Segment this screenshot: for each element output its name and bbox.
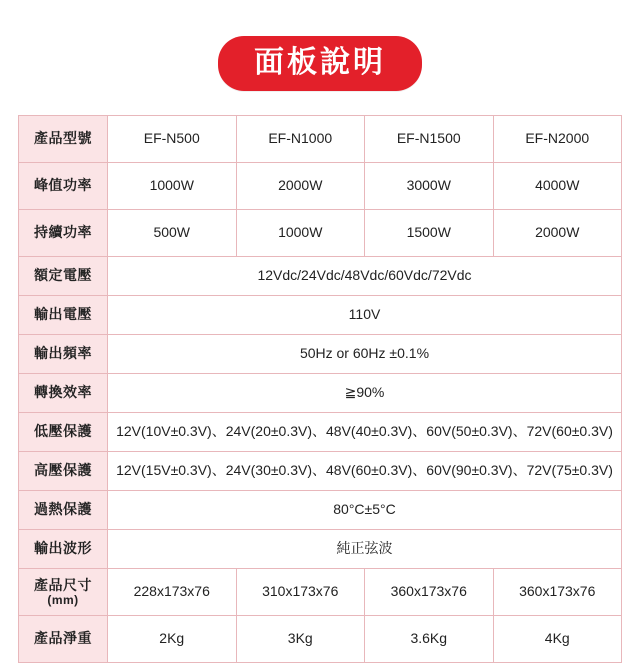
table-row (19, 616, 622, 663)
table-cell: EF-N500 (108, 116, 237, 163)
table-row (19, 296, 622, 335)
table-row (19, 257, 622, 296)
table-cell: 4Kg (493, 616, 622, 663)
row-label: 輸出電壓 (19, 296, 108, 335)
row-label: 額定電壓 (19, 257, 108, 296)
row-label: 產品尺寸 (mm) (19, 569, 108, 616)
table-row (19, 569, 622, 616)
table-cell: 50Hz or 60Hz ±0.1% (108, 335, 622, 374)
table-cell: EF-N1500 (365, 116, 494, 163)
table-cell: 80°C±5°C (108, 491, 622, 530)
table-cell: EF-N1000 (236, 116, 365, 163)
table-cell: 12V(10V±0.3V)、24V(20±0.3V)、48V(40±0.3V)、60V(50±0.3V)、72V(60±0.3V) (108, 413, 622, 452)
table-row (19, 116, 622, 163)
table-cell: 1000W (236, 210, 365, 257)
row-label: 持續功率 (19, 210, 108, 257)
row-label: 高壓保護 (19, 452, 108, 491)
row-label: 峰值功率 (19, 163, 108, 210)
table-cell: 1500W (365, 210, 494, 257)
spec-table-container (0, 115, 640, 663)
table-cell: 360x173x76 (493, 569, 622, 616)
table-cell: 3.6Kg (365, 616, 494, 663)
table-row (19, 491, 622, 530)
table-cell: 228x173x76 (108, 569, 237, 616)
table-row (19, 335, 622, 374)
page-title: 面板說明 (218, 36, 422, 91)
table-cell: ≧90% (108, 374, 622, 413)
row-label: 輸出頻率 (19, 335, 108, 374)
row-label: 產品型號 (19, 116, 108, 163)
table-cell: 360x173x76 (365, 569, 494, 616)
table-row (19, 210, 622, 257)
table-row (19, 452, 622, 491)
table-cell: 310x173x76 (236, 569, 365, 616)
row-label-sub: (mm) (47, 593, 79, 608)
table-cell: 110V (108, 296, 622, 335)
row-label: 過熱保護 (19, 491, 108, 530)
title-section (0, 0, 640, 115)
row-label: 低壓保護 (19, 413, 108, 452)
table-row (19, 163, 622, 210)
table-cell: 2000W (493, 210, 622, 257)
row-label: 產品淨重 (19, 616, 108, 663)
table-cell: 500W (108, 210, 237, 257)
table-row (19, 374, 622, 413)
table-cell: EF-N2000 (493, 116, 622, 163)
row-label: 轉換效率 (19, 374, 108, 413)
table-cell: 2Kg (108, 616, 237, 663)
table-cell: 4000W (493, 163, 622, 210)
table-cell: 12V(15V±0.3V)、24V(30±0.3V)、48V(60±0.3V)、60V(90±0.3V)、72V(75±0.3V) (108, 452, 622, 491)
table-cell: 純正弦波 (108, 530, 622, 569)
table-cell: 3Kg (236, 616, 365, 663)
row-label: 輸出波形 (19, 530, 108, 569)
table-cell: 2000W (236, 163, 365, 210)
table-cell: 1000W (108, 163, 237, 210)
table-cell: 12Vdc/24Vdc/48Vdc/60Vdc/72Vdc (108, 257, 622, 296)
spec-table (18, 115, 622, 663)
table-row (19, 413, 622, 452)
table-cell: 3000W (365, 163, 494, 210)
table-row (19, 530, 622, 569)
